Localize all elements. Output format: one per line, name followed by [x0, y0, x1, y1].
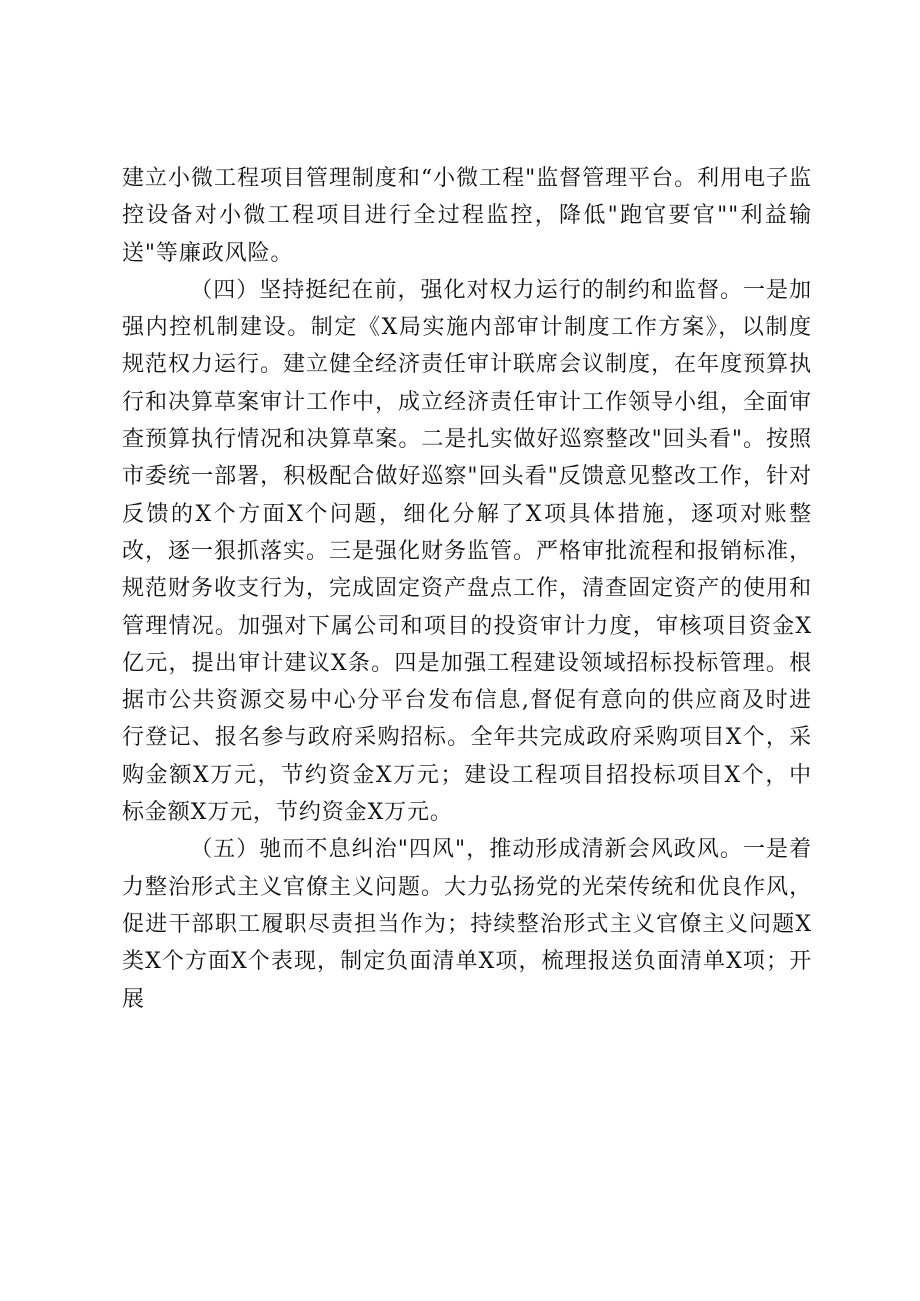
paragraph-section-4: （四）坚持挺纪在前，强化对权力运行的制约和监督。一是加强内控机制建设。制定《X局实施内部审计制度工作方案》，以制度规范权力运行。建立健全经济责任审计联席会议制度，在年度预算执行和决算草案审计工作中，成立经济责任审计工作领导小组，全面审查预算执行情况和决算草案。二是扎实做好巡察整改"回头看"。按照市委统一部署，积极配合做好巡察"回头看"反馈意见整改工作，针对反馈的X个方面X个问题，细化分解了X项具体措施，逐项对账整改，逐一狠抓落实。三是强化财务监管。严格审批流程和报销标准，规范财务收支行为，完成固定资产盘点工作，清查固定资产的使用和管理情况。加强对下属公司和项目的投资审计力度，审核项目资金X亿元，提出审计建议X条。四是加强工程建设领域招标投标管理。根据市公共资源交易中心分平台发布信息,督促有意向的供应商及时进行登记、报名参与政府采购招标。全年共完成政府采购项目X个，采购金额X万元，节约资金X万元；建设工程项目招投标项目X个，中标金额X万元，节约资金X万元。: [122, 277, 812, 826]
paragraph-section-5: （五）驰而不息纠治"四风"，推动形成清新会风政风。一是着力整治形式主义官僚主义问题。大力弘扬党的光荣传统和优良作风，促进干部职工履职尽责担当作为；持续整治形式主义官僚主义问题X类X个方面X个表现，制定负面清单X项，梳理报送负面清单X项；开展: [122, 837, 812, 1012]
paragraph-continuation: 建立小微工程项目管理制度和“小微工程"监督管理平台。利用电子监控设备对小微工程项目进行全过程监控，降低"跑官要官""利益输送"等廉政风险。: [122, 166, 812, 266]
document-body: [122, 160, 812, 1018]
